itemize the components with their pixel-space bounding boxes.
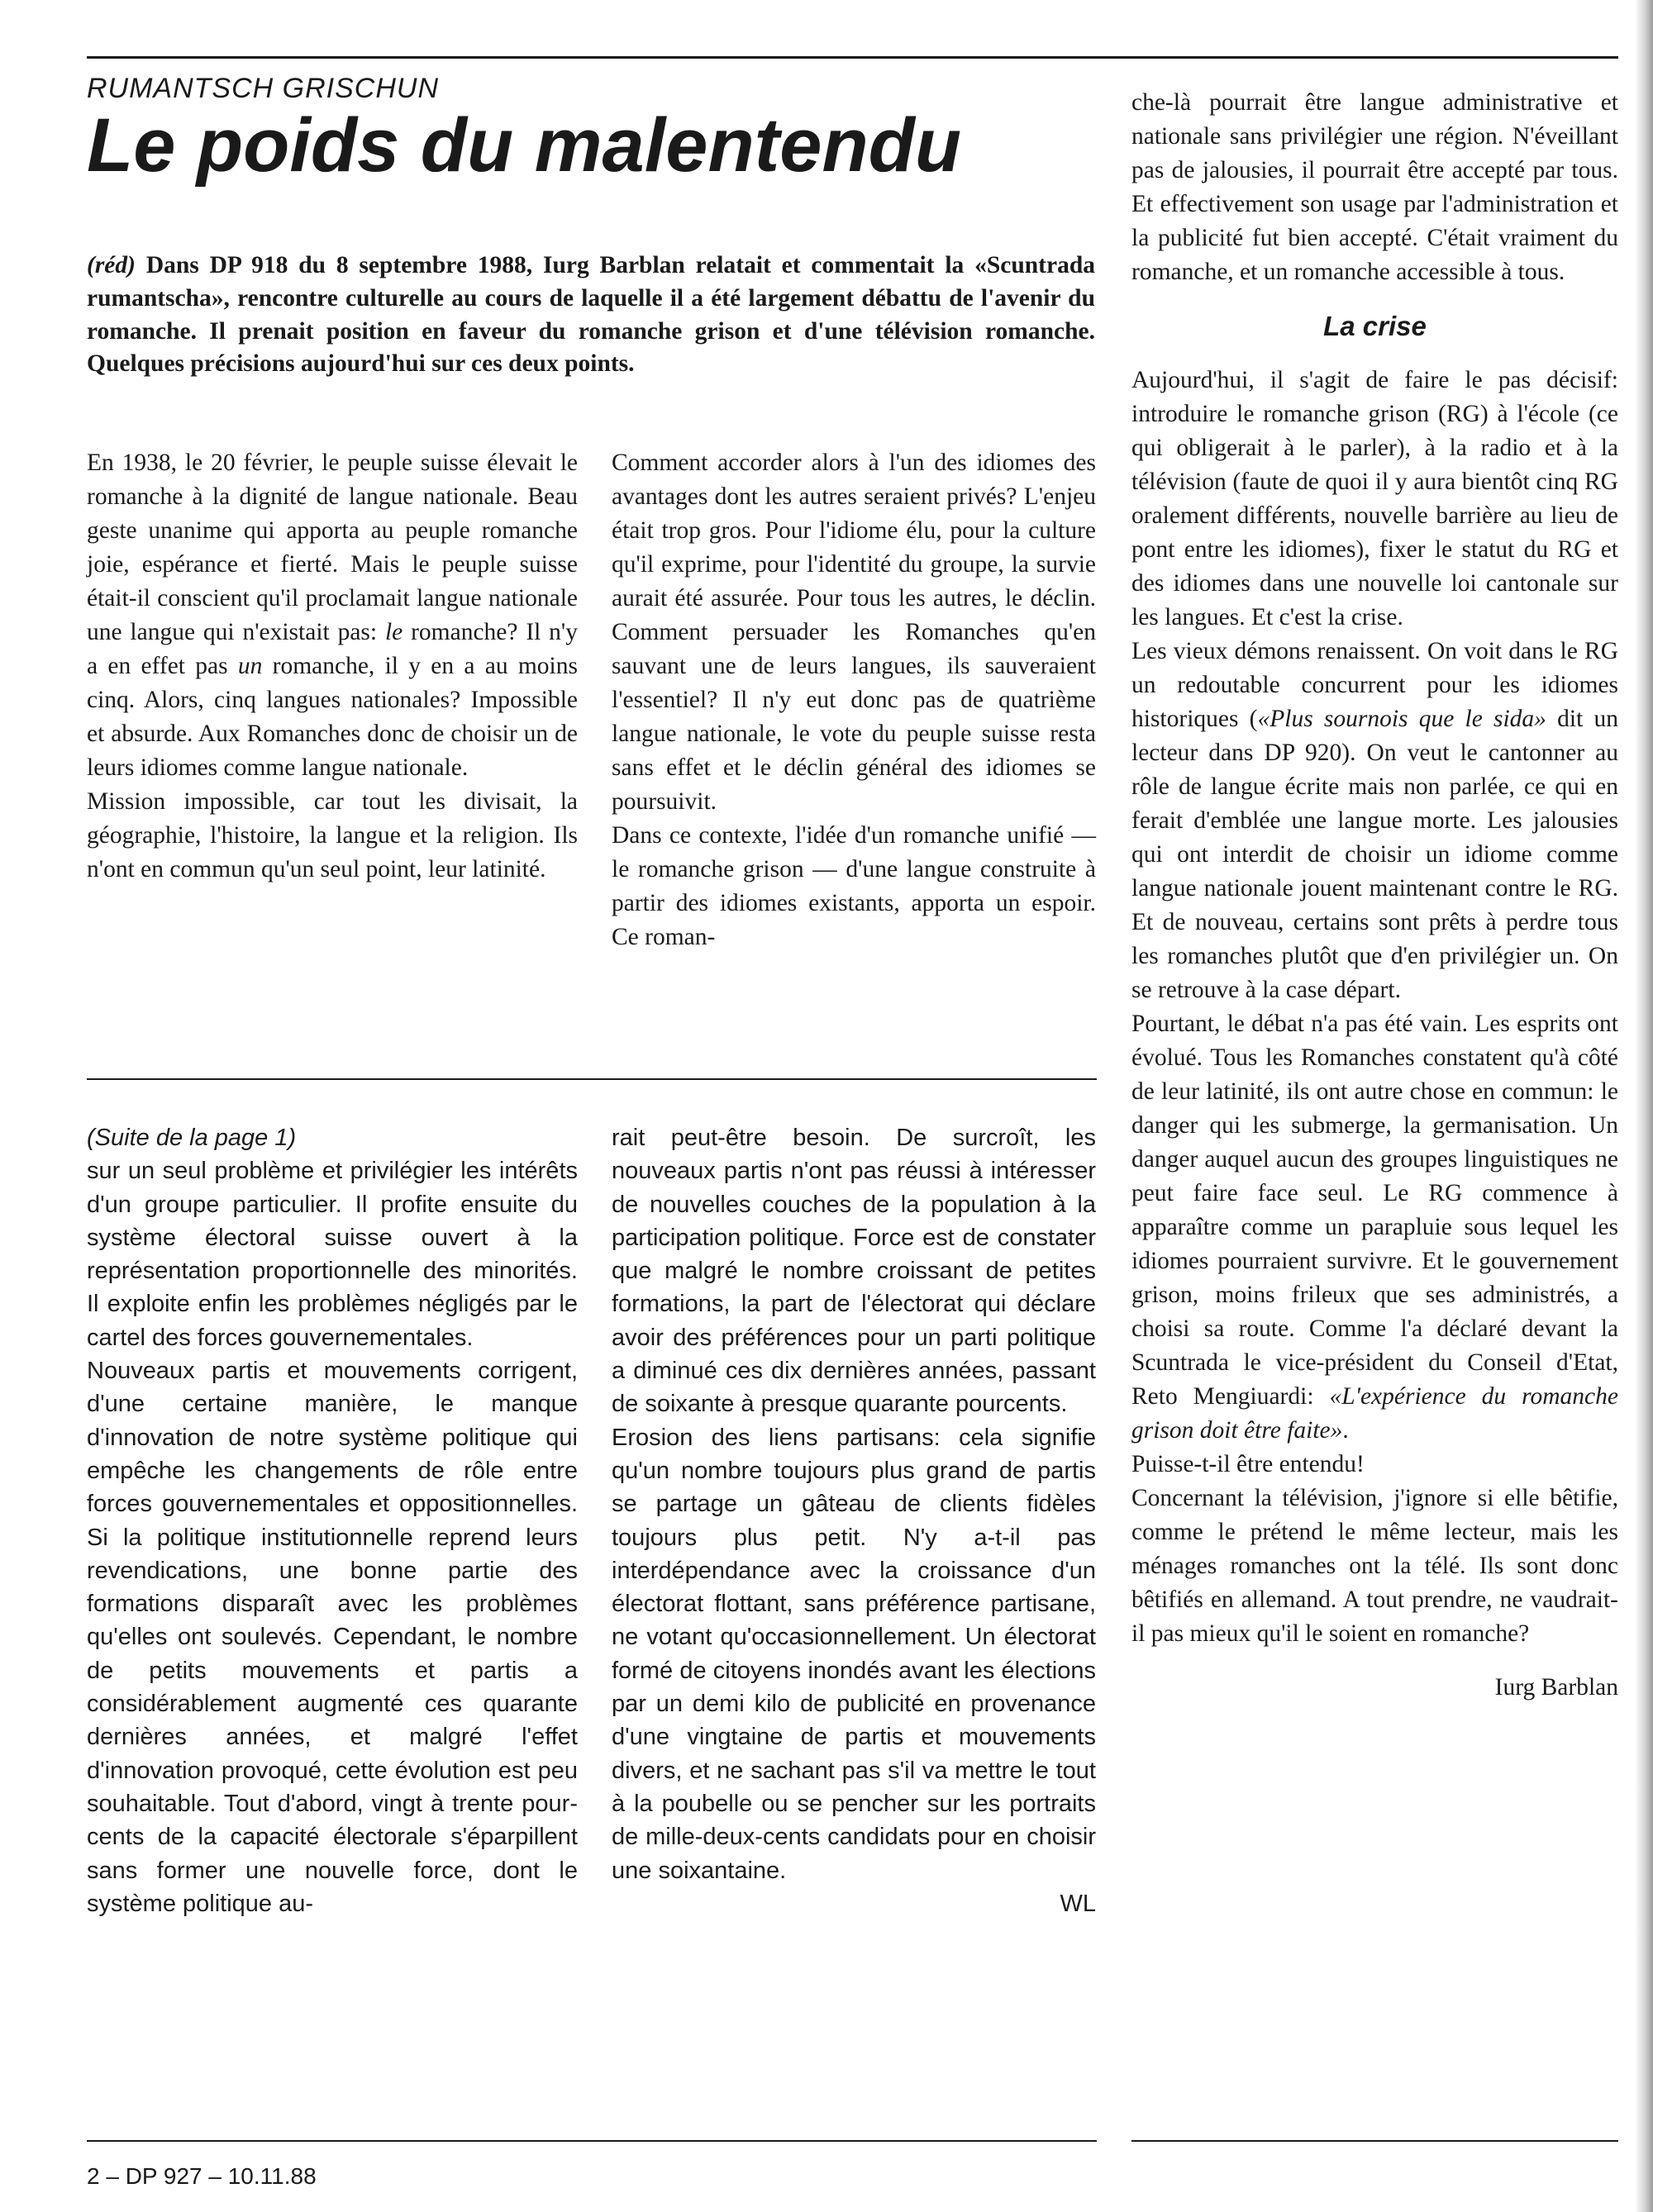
col1-p1-emphasis-le: le [384,619,403,645]
continuation-intro [87,1121,578,1154]
article-column-3 [1131,86,1618,1705]
col1-paragraph-1 [87,446,578,785]
top-rule [87,56,1618,59]
col3-paragraph-5: Puisse-t-il être entendu! [1131,1450,1365,1477]
col3-paragraph-3 [1131,635,1618,1007]
bottom-rule-right [1131,2140,1618,2142]
bottom-col2-paragraph-1: rait peut-être besoin. De surcroît, les nouveaux partis n'ont pas réussi à intéresser de nouvelles couches de la population à la participation politique. Force est de constater que malgré le nombre croissant de petites formations, la part de l'électorat qui déclare avoir des préférences pour un parti politique a diminué ces dix dernières années, passant de soixante à presque quarante pourcents. [612,1125,1096,1418]
col3-p4-text-b: . [1342,1416,1349,1444]
article-column-1 [87,446,578,887]
continuation-column-2 [612,1121,1096,1920]
section-subhead: La crise [1323,311,1427,341]
col1-p1-text-a: En 1938, le 20 février, le peuple suisse élevait le romanche à la dignité de langue nationale. Beau geste unanime qui apporta au peuple romanche joie, espérance et fierté. Mais le peuple suisse était-il conscient qu'il proclamait langue nationale une langue qui n'existait pas: [87,450,578,645]
article-title: Le poids du malentendu [87,103,962,188]
author-signature: Iurg Barblan [1494,1673,1618,1701]
bottom-col2-paragraph-2: Erosion des liens partisans: cela signifie qu'un nombre toujours plus grand de partis se partage un gâteau de clients fidèles toujours plus petit. N'y a-t-il pas interdépendance avec la croissance d'un électorat flottant, sans préférence partisane, ne votant qu'occasionnellement. Un électorat formé de citoyens inondés avant les élections par un demi kilo de publicité en provenance d'une vingtaine de partis et mouvements divers, et ne sachant pas s'il va mettre le tout à la poubelle ou se pencher sur les portraits de mille-deux-cents candidats pour en choisir une soixantaine. [612,1424,1096,1884]
col3-paragraph-2: Aujourd'hui, il s'agit de faire le pas décisif: introduire le romanche grison (RG) à l'école (ce qui obligerait à le parler), à la radio et à la télévision (faute de quoi il y aura bientôt cinq RG oralement différents, nouvelle barrière au lieu de pont entre les idiomes), fixer le statut du RG et des idiomes dans une nouvelle loi cantonale sur les langues. Et c'est la crise. [1131,366,1618,630]
lead-paragraph [87,250,1095,381]
continuation-column-1 [87,1121,578,1920]
col3-paragraph-6: Concernant la télévision, j'ignore si elle bêtifie, comme le prétend le même lecteur, mais les ménages romanches ont la télé. Ils sont donc bêtifiés en allemand. A tout prendre, ne vaudrait-il pas mieux qu'il le soient en romanche? [1131,1484,1618,1647]
bottom-col1-paragraph-1: sur un seul problème et privilégier les intérêts d'un groupe particulier. Il profite ensuite du système électoral suisse ouvert à la représentation proportionnelle des minorités. Il exploite enfin les problèmes négligés par le cartel des forces gouvernementales. [87,1158,578,1351]
continued-from-label: (Suite de la page 1) [87,1125,297,1151]
article-column-2 [612,446,1096,954]
lead-red-tag: (réd) [87,252,136,278]
col3-p3-text-a: Les vieux démons renaissent. On voit dans le RG un redoutable concurrent pour les idiomes historiques ( [1131,637,1618,732]
bottom-rule-left [87,2140,1097,2142]
bottom-col1-paragraph-2: Nouveaux partis et mouvements corrigent, d'une certaine manière, le manque d'innovation de notre système politique qui empêche les changements de rôle entre forces gouvernementales et oppositionnelles. Si la politique institutionnelle reprend leurs revendications, une bonne partie des formations disparaît avec les problèmes qu'elles ont soulevés. Cependant, le nombre de petits mouvements et partis a considérablement augmenté ces quarante dernières années, et malgré l'effet d'innovation provoqué, cette évolution est peu souhaitable. Tout d'abord, vingt à trente pour-cents de la capacité électorale s'éparpillent sans former une nouvelle force, dont le système politique au- [87,1358,578,1917]
initials-signature: WL [1060,1890,1096,1917]
page-folio: 2 – DP 927 – 10.11.88 [87,2163,317,2189]
lead-text: Dans DP 918 du 8 septembre 1988, Iurg Barblan relatait et commentait la «Scuntrada rumantscha», rencontre culturelle au cours de laquelle il a été largement débattu de l'avenir du romanche. Il prenait position en faveur du romanche grison et d'une télévision romanche. Quelques précisions aujourd'hui sur ces deux points. [87,252,1095,378]
mid-rule [87,1078,1097,1080]
col3-paragraph-4 [1131,1007,1618,1448]
kicker: RUMANTSCH GRISCHUN [87,73,439,104]
col3-p3-text-b: dit un lecteur dans DP 920). On veut le cantonner au rôle de langue écrite mais non parlée, ce qui en ferait d'emblée une langue morte. Les jalousies qui ont interdit de choisir un idiome comme langue nationale jouent maintenant contre le RG. Et de nouveau, certains sont prêts à perdre tous les romanches plutôt que d'en privilégier un. On se retrouve à la case départ. [1131,705,1618,1003]
col3-p3-quote: «Plus sournois que le sida» [1257,705,1546,732]
col1-paragraph-2: Mission impossible, car tout les divisait, la géographie, l'histoire, la langue et la religion. Ils n'ont en commun qu'un seul point, leur latinité. [87,788,578,882]
col3-p4-text-a: Pourtant, le débat n'a pas été vain. Les esprits ont évolué. Tous les Romanches constatent qu'à côté de leur latinité, ils ont autre chose en commun: le danger qui les submerge, la germanisation. Un danger auquel aucun des groupes linguistiques ne peut faire face seul. Le RG commence à apparaître comme un parapluie sous lequel les idiomes pourraient survivre. Et le gouvernement grison, moins frileux que ses administrés, a choisi sa route. Comme l'a déclaré devant la Scuntrada le vice-président du Conseil d'Etat, Reto Mengiuardi: [1131,1010,1618,1410]
col2-paragraph-1: Comment accorder alors à l'un des idiomes des avantages dont les autres seraient privés? L'enjeu était trop gros. Pour l'idiome élu, pour la culture qu'il exprime, pour l'identité du groupe, la survie aurait été assurée. Pour tous les autres, le déclin. Comment persuader les Romanches qu'en sauvant une de leurs langues, ils sauveraient l'essentiel? Il n'y eut donc pas de quatrième langue nationale, le vote du peuple suisse resta sans effet et le déclin général des idiomes se poursuivit. [612,450,1096,815]
page-edge-shadow [1635,0,1653,2212]
col2-paragraph-2: Dans ce contexte, l'idée d'un romanche unifié — le romanche grison — d'une langue construite à partir des idiomes existants, apporta un espoir. Ce roman- [612,822,1096,950]
col1-p1-emphasis-un: un [237,653,263,679]
col3-p4-quote: «L'expérience du romanche grison doit être faite» [1131,1382,1618,1444]
col1-p1-text-b: romanche? Il n'y a en effet pas [87,619,578,679]
col1-p1-text-c: romanche, il y en a au moins cinq. Alors, cinq langues nationales? Impossible et absurde. Aux Romanches donc de choisir un de leurs idiomes comme langue nationale. [87,653,578,781]
col3-paragraph-1: che-là pourrait être langue administrative et nationale sans privilégier une région. N'éveillant pas de jalousies, il pourrait être accepté par tous. Et effectivement son usage par l'administration et la publicité fut bien accepté. C'était vraiment du romanche, et un romanche accessible à tous. [1131,89,1618,285]
